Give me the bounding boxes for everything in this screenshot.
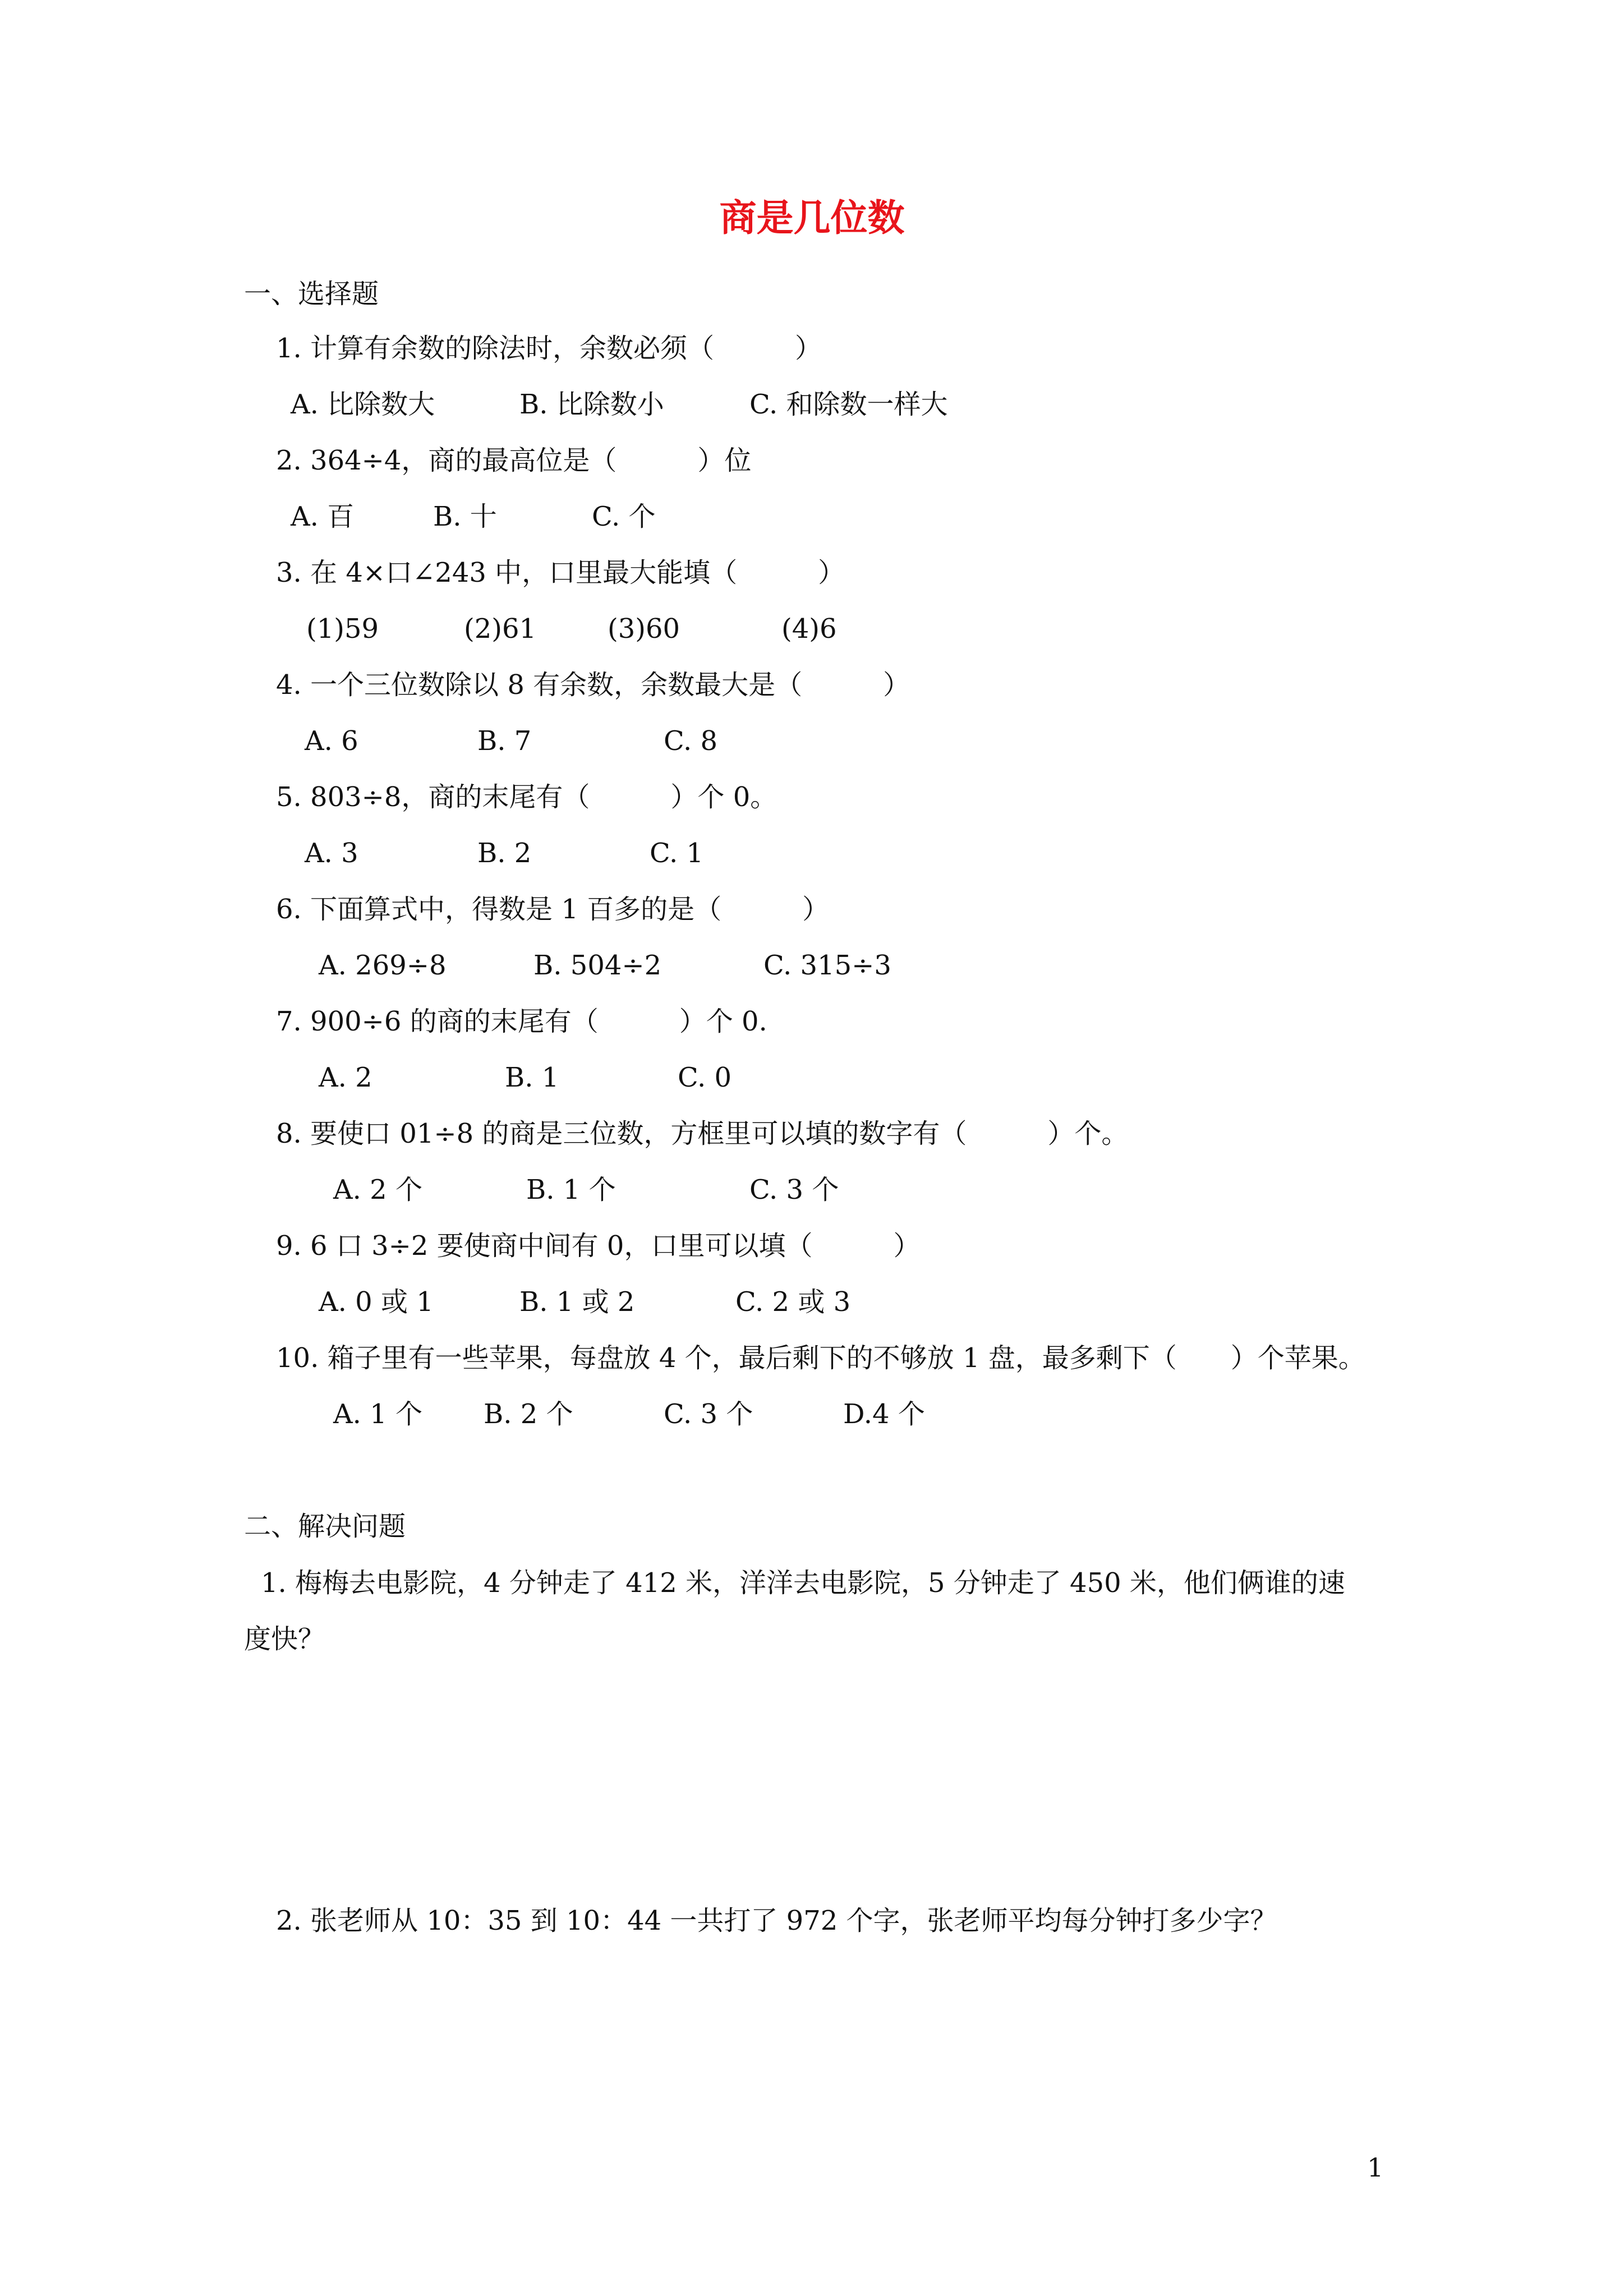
page-number: 1 — [1367, 2152, 1384, 2183]
question-8-option-b: B. 1 个 — [526, 1174, 616, 1205]
problem-1-line-1: 1. 梅梅去电影院，4 分钟走了 412 米，洋洋去电影院，5 分钟走了 450 米，他们俩谁的速 — [261, 1567, 1345, 1599]
question-2-option-a: A. 百 — [291, 501, 355, 532]
section-heading-problems: 二、解决问题 — [244, 1511, 406, 1542]
section-heading-choice: 一、选择题 — [244, 278, 379, 310]
question-9-option-b: B. 1 或 2 — [519, 1286, 635, 1318]
question-1-option-c: C. 和除数一样大 — [749, 389, 948, 420]
question-7-option-a: A. 2 — [319, 1062, 372, 1093]
question-9-option-c: C. 2 或 3 — [735, 1286, 851, 1318]
question-1: 1. 计算有余数的除法时，余数必须（ ） — [276, 333, 822, 364]
question-2-option-c: C. 个 — [592, 501, 656, 532]
question-3: 3. 在 4×口∠243 中，口里最大能填（ ） — [276, 557, 845, 588]
document-title: 商是几位数 — [719, 196, 905, 240]
problem-1-line-2: 度快？ — [244, 1623, 325, 1655]
question-7-option-b: B. 1 — [505, 1062, 559, 1093]
question-5-option-b: B. 2 — [477, 838, 532, 869]
question-5-option-a: A. 3 — [305, 838, 358, 869]
question-5: 5. 803÷8，商的末尾有（ ）个 0。 — [276, 781, 778, 813]
question-8-option-a: A. 2 个 — [333, 1174, 422, 1205]
question-4-option-b: B. 7 — [477, 725, 532, 757]
question-3-option-4: (4)6 — [781, 613, 837, 645]
question-4-option-a: A. 6 — [305, 725, 358, 757]
question-10-option-c: C. 3 个 — [664, 1398, 753, 1430]
question-9: 9. 6 口 3÷2 要使商中间有 0，口里可以填（ ） — [276, 1230, 921, 1262]
question-8: 8. 要使口 01÷8 的商是三位数，方框里可以填的数字有（ ）个。 — [276, 1118, 1129, 1149]
question-3-option-1: (1)59 — [306, 613, 379, 645]
question-10-option-a: A. 1 个 — [333, 1398, 422, 1430]
question-5-option-c: C. 1 — [650, 838, 704, 869]
question-7: 7. 900÷6 的商的末尾有（ ）个 0. — [276, 1006, 767, 1037]
question-7-option-c: C. 0 — [678, 1062, 732, 1093]
question-1-option-b: B. 比除数小 — [519, 389, 664, 420]
question-10-option-d: D.4 个 — [843, 1398, 925, 1430]
question-2: 2. 364÷4，商的最高位是（ ）位 — [276, 445, 752, 476]
problem-2: 2. 张老师从 10：35 到 10：44 一共打了 972 个字，张老师平均每分钟打多少字？ — [276, 1905, 1277, 1936]
question-4: 4. 一个三位数除以 8 有余数，余数最大是（ ） — [276, 669, 910, 701]
question-9-option-a: A. 0 或 1 — [319, 1286, 434, 1318]
question-3-option-2: (2)61 — [464, 613, 537, 645]
question-2-option-b: B. 十 — [433, 501, 497, 532]
question-6-option-c: C. 315÷3 — [763, 950, 891, 981]
question-6-option-b: B. 504÷2 — [533, 950, 662, 981]
question-4-option-c: C. 8 — [664, 725, 718, 757]
question-3-option-3: (3)60 — [608, 613, 680, 645]
question-1-option-a: A. 比除数大 — [291, 389, 435, 420]
question-8-option-c: C. 3 个 — [749, 1174, 839, 1205]
question-10: 10. 箱子里有一些苹果，每盘放 4 个，最后剩下的不够放 1 盘，最多剩下（ ）个苹果。 — [276, 1342, 1365, 1374]
question-6: 6. 下面算式中，得数是 1 百多的是（ ） — [276, 894, 830, 925]
question-6-option-a: A. 269÷8 — [319, 950, 447, 981]
question-10-option-b: B. 2 个 — [484, 1398, 573, 1430]
